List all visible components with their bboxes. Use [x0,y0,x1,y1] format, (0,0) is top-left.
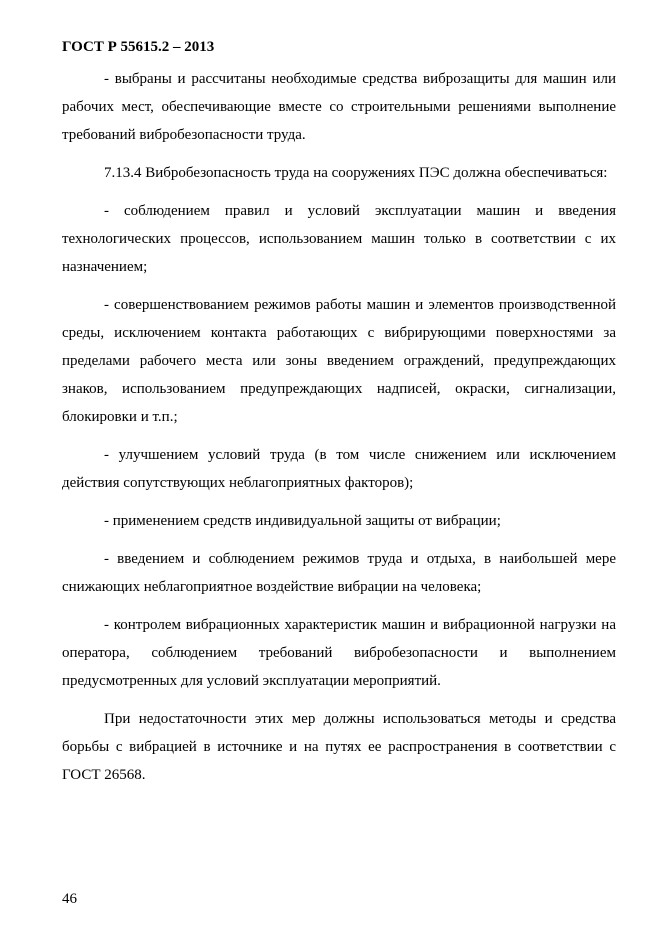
paragraph-work-rest-regimes: - введением и соблюдением режимов труда и отдыха, в наибольшей мере снижающих неблагоприятное воздействие вибрации на человека; [62,551,616,595]
paragraph-operation-rules: - соблюдением правил и условий эксплуатации машин и введения технологических процессов, использованием машин только в соответствии с их назначением; [62,203,616,275]
document-header: ГОСТ Р 55615.2 – 2013 [62,39,215,55]
page-number: 46 [62,891,77,907]
paragraph-vibration-control: - контролем вибрационных характеристик машин и вибрационной нагрузки на оператора, соблюдением требований вибробезопасности и выполнением предусмотренных для условий эксплуатации мероприятий. [62,617,616,689]
paragraph-working-conditions: - улучшением условий труда (в том числе снижением или исключением действия сопутствующих неблагоприятных факторов); [62,447,616,491]
document-body [62,65,616,799]
paragraph-section-7-13-4: 7.13.4 Вибробезопасность труда на сооружениях ПЭС должна обеспечиваться: [104,165,608,181]
paragraph-work-modes-improvement: - совершенствованием режимов работы машин и элементов производственной среды, исключением контакта работающих с вибрирующими поверхностями за пределами рабочего места или зоны введением ограждений, предупреждающих знаков, использованием предупреждающих надписей, окраски, сигнализации, блокировки и т.п.; [62,297,616,425]
paragraph-personal-protection: - применением средств индивидуальной защиты от вибрации; [104,513,501,529]
paragraph-vibration-protection-means: - выбраны и рассчитаны необходимые средства виброзащиты для машин или рабочих мест, обеспечивающие вместе со строительными решениями выполнение требований вибробезопасности труда. [62,71,616,143]
paragraph-insufficient-measures: При недостаточности этих мер должны использоваться методы и средства борьбы с вибрацией в источнике и на путях ее распространения в соответствии с ГОСТ 26568. [62,711,616,783]
